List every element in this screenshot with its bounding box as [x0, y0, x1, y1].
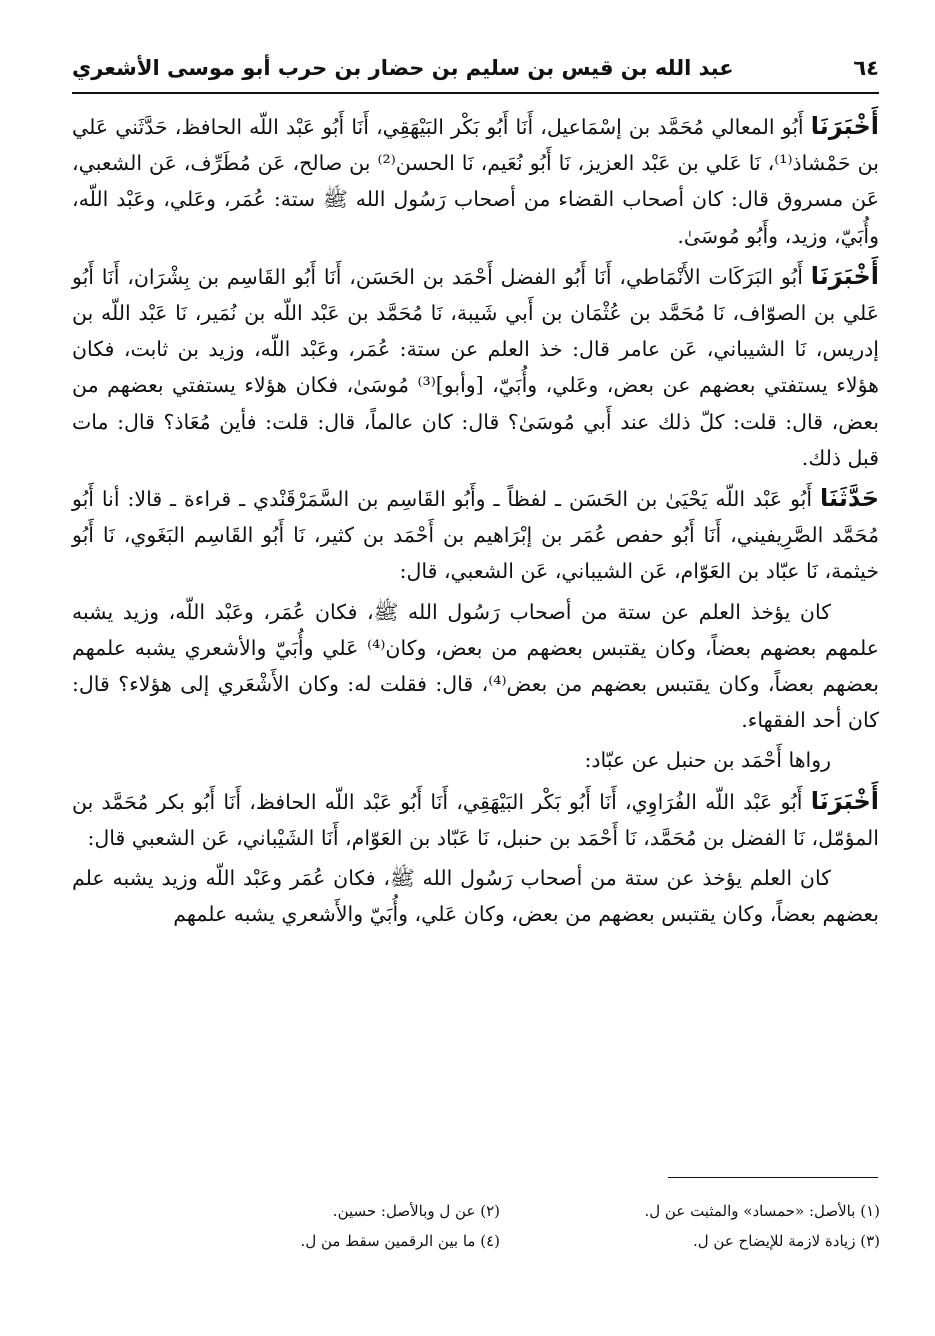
- paragraph-text: كان العلم يؤخذ عن ستة من أصحاب رَسُول الله ﷺ، فكان عُمَر وعَبْد اللّه وزيد يشبه علم بعضهم بعضاً، وكان يقتبس بعضهم من بعض، وكان عَلي، وأُبَيّ والأَشعري يشبه علمهم: [72, 866, 879, 927]
- paragraph-2: [72, 258, 879, 476]
- paragraph-6: [72, 783, 879, 856]
- footnote-3: [530, 1226, 880, 1256]
- paragraph-7: [72, 860, 879, 932]
- paragraph-text: أَبُو عَبْد اللّه يَحْيَىٰ بن الحَسَن ـ لفظاً ـ وأَبُو القَاسِم بن السَّمَرْقَنْدي ـ قراءة ـ قالا: أنا أَبُو مُحَمَّد الصَّرِيفيني، أَنَا أَبُو حفص عُمَر بن إبْرَاهيم بن أَحْمَد بن كثير، نَا أَبُو القَاسِم البَغَوي، نَا أَبُو خيثمة، نَا عبّاد بن العَوّام، عَن الشيباني، عَن الشعبي، قال:: [72, 487, 879, 584]
- paragraph-keyword: حَدَّثَنَا: [820, 484, 879, 513]
- footnote-text: ما بين الرقمين سقط من ل.: [300, 1232, 476, 1250]
- page-header: [72, 48, 879, 88]
- main-text: [72, 108, 879, 936]
- paragraph-5: [72, 742, 879, 778]
- paragraph-keyword: أَخْبَرَنَا: [810, 261, 879, 290]
- paragraph-3: [72, 480, 879, 590]
- footnote-number: (٣): [860, 1232, 880, 1250]
- paragraph-text: أَبُو عَبْد اللّه الفُرَاوِي، أَنَا أَبُو بَكْر البَيْهَقِي، أَنَا أَبُو عَبْد اللّه الحافظ، أَنَا أَبُو بكر مُحَمَّد بن المؤمّل، نَا الفضل بن مُحَمَّد، نَا أَحْمَد بن حنبل، نَا عَبّاد بن العَوّام، أَنَا الشَيْباني، عَن الشعبي قال:: [72, 789, 879, 850]
- footnote-1: [530, 1196, 880, 1226]
- footnotes: [150, 1196, 880, 1256]
- footnote-4: [150, 1226, 500, 1256]
- paragraph-4: [72, 594, 879, 739]
- footnote-number: (١): [860, 1202, 880, 1220]
- running-title: عبد الله بن قيس بن سليم بن حضار بن حرب أبو موسى الأشعري: [72, 56, 734, 80]
- footnote-rule: [668, 1177, 878, 1178]
- footnote-text: بالأصل: «حمساد» والمثبت عن ل.: [644, 1202, 856, 1220]
- footnote-number: (٢): [480, 1202, 500, 1220]
- footnote-text: زيادة لازمة للإيضاح عن ل.: [692, 1232, 856, 1250]
- paragraph-text: أَبُو المعالي مُحَمَّد بن إسْمَاعيل، أَنَا أَبُو بَكْر البَيْهَقِي، أَنَا أَبُو عَبْد اللّه الحافظ، حَدَّثَني عَلي بن حَمْشاذ⁽¹⁾، نَا عَلي بن عَبْد العزيز، نَا أَبُو نُعَيم، نَا الحسن⁽²⁾ بن صالح، عَن مُطَرِّف، عَن الشعبي، عَن مسروق قال: كان أصحاب القضاء من أصحاب رَسُول الله ﷺ ستة: عُمَر، وعَلي، وعَبْد اللّه، وأُبَيّ، وزيد، وأَبُو مُوسَىٰ.: [72, 115, 879, 248]
- footnote-2: [150, 1196, 500, 1226]
- paragraph-keyword: أَخْبَرَنَا: [810, 786, 879, 815]
- paragraph-text: رواها أَحْمَد بن حنبل عن عبّاد:: [584, 748, 831, 773]
- header-rule: [72, 92, 879, 94]
- paragraph-text: أَبُو البَرَكَات الأَنْمَاطي، أَنَا أَبُو الفضل أَحْمَد بن الحَسَن، أَنَا أَبُو القَاسِم بن بِشْرَان، أَنَا أَبُو عَلي بن الصوّاف، نَا مُحَمَّد بن عُثْمَان بن أَبي شَيبة، نَا مُحَمَّد بن عَبْد اللّه بن نُمَير، نَا عَبْد اللّه بن إدريس، نَا الشيباني، عَن عامر قال: خذ العلم عن ستة: عُمَر، وعَبْد اللّه، وزيد بن ثابت، فكان هؤلاء يستفتي بعضهم عن بعض، وعَلي، وأُبَيّ، [وأبو]⁽³⁾ مُوسَىٰ، فكان هؤلاء يستفتي بعضهم من بعض، قال: قلت: كلّ ذلك عند أَبي مُوسَىٰ؟ قال: كان عالماً، قال: قلت: فأين مُعَاذ؟ قال: مات قبل ذلك.: [72, 264, 879, 470]
- footnote-text: عن ل وبالأصل: حسين.: [332, 1202, 476, 1220]
- paragraph-1: [72, 108, 879, 254]
- paragraph-keyword: أَخْبَرَنَا: [810, 112, 879, 140]
- page-number: ٦٤: [853, 56, 879, 80]
- footnote-number: (٤): [480, 1232, 500, 1250]
- paragraph-text: كان يؤخذ العلم عن ستة من أصحاب رَسُول الله ﷺ، فكان عُمَر، وعَبْد اللّه، وزيد يشبه علمهم بعضهم بعضاً، وكان يقتبس بعضهم من بعض، وكان⁽⁴⁾ عَلي وأُبَيّ والأشعري يشبه علمهم بعضهم بعضاً، وكان يقتبس بعضهم من بعض⁽⁴⁾، قال: فقلت له: وكان الأَشْعَري إلى هؤلاء؟ قال: كان أحد الفقهاء.: [72, 599, 880, 733]
